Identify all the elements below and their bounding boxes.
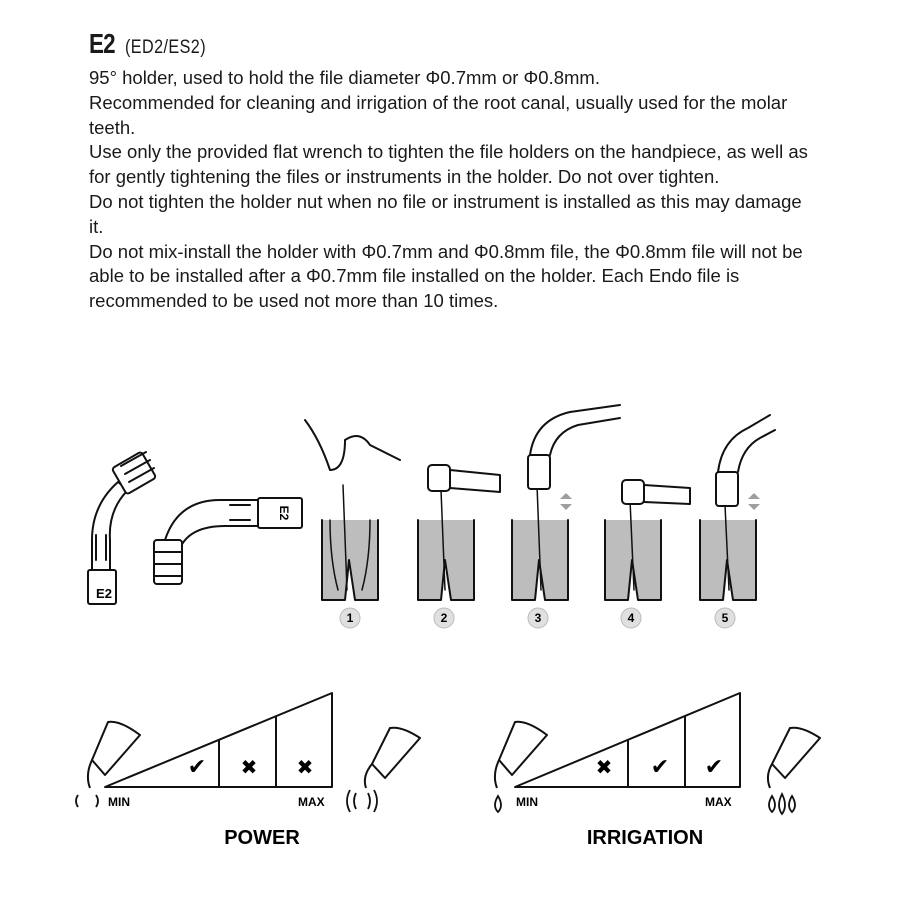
power-mark-1: ✔ <box>187 754 207 779</box>
power-label: POWER <box>224 827 300 849</box>
tip-label: E2 <box>277 505 291 521</box>
power-min-label: MIN <box>108 795 130 809</box>
tooth-step-2-icon <box>418 520 474 600</box>
step-number: 4 <box>627 611 635 625</box>
irrigation-mark-2: ✔ <box>650 754 670 779</box>
settings-gauges <box>0 680 900 860</box>
endo-tip-vertical-icon <box>88 452 156 604</box>
tip-variants: (ED2/ES2) <box>125 37 207 58</box>
power-max-label: MAX <box>298 795 325 809</box>
tip-label: E2 <box>96 586 112 601</box>
step-number: 1 <box>346 611 354 625</box>
step-badges <box>340 608 735 628</box>
description-paragraph: 95° holder, used to hold the file diameter Φ0.7mm or Φ0.8mm. <box>89 67 600 88</box>
description-paragraph: Do not mix-install the holder with Φ0.7mm and Φ0.8mm file, the Φ0.8mm file will not be able to be installed after a Φ0.7mm file installed on the holder. Each Endo file is recommended to be used not more than 10 times. <box>89 240 803 312</box>
description <box>89 66 809 314</box>
power-mark-2: ✖ <box>240 757 258 779</box>
irrigation-max-label: MAX <box>705 795 732 809</box>
description-paragraph: Recommended for cleaning and irrigation of the root canal, usually used for the molar teeth. <box>89 91 788 138</box>
procedure-illustration <box>0 395 900 635</box>
description-paragraph: Use only the provided flat wrench to tighten the file holders on the handpiece, as well as for gently tightening the files or instruments in the holder. Do not over tighten. <box>89 141 808 188</box>
irrigation-label: IRRIGATION <box>586 827 704 849</box>
water-drop-icon <box>495 794 795 814</box>
step-number: 3 <box>534 611 542 625</box>
power-mark-3: ✖ <box>296 757 314 779</box>
step-number: 2 <box>440 611 448 625</box>
description-paragraph: Do not tighten the holder nut when no file or instrument is installed as this may damage it. <box>89 190 802 237</box>
tip-code: E2 <box>89 28 115 59</box>
irrigation-mark-3: ✔ <box>704 754 724 779</box>
step-number: 5 <box>721 611 729 625</box>
page-title <box>89 28 220 60</box>
tooth-step-1-icon <box>322 520 378 600</box>
irrigation-mark-1: ✖ <box>595 757 613 779</box>
power-gauge <box>76 693 420 849</box>
irrigation-min-label: MIN <box>516 795 538 809</box>
irrigation-gauge <box>495 693 820 849</box>
